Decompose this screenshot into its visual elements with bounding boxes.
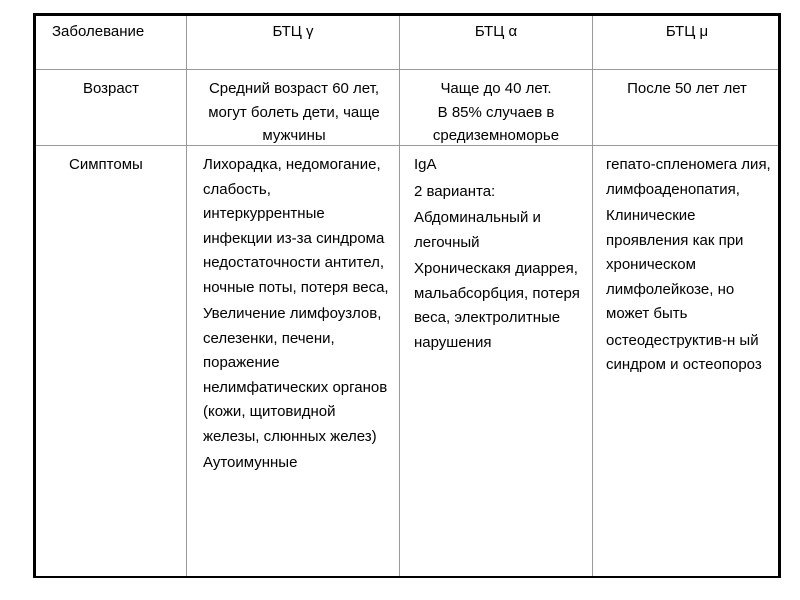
age-alpha-text: Чаще до 40 лет. <box>440 80 552 97</box>
header-btc-gamma: БТЦ γ <box>272 23 314 40</box>
age-mu-text: После 50 лет лет <box>627 80 747 97</box>
symptoms-gamma-cell <box>203 153 395 476</box>
symptoms-alpha-cell <box>414 153 584 355</box>
age-alpha-text: В 85% случаев в средиземноморье <box>432 103 560 144</box>
age-mu-cell <box>593 77 781 102</box>
row-divider <box>36 69 778 70</box>
row-label-symptoms: Симптомы <box>69 156 143 173</box>
header-btc-alpha: БТЦ α <box>474 23 518 40</box>
age-alpha-cell <box>400 77 592 148</box>
symptoms-mu-text: гепато-спленомега лия, лимфоаденопатия, <box>606 156 771 198</box>
symptoms-alpha-text: IgA <box>414 156 437 173</box>
age-gamma-cell <box>193 77 395 148</box>
symptoms-alpha-text: Абдоминальный и легочный <box>414 209 541 251</box>
age-gamma-text: Средний возраст 60 лет, могут болеть дети, чаще мужчины <box>208 80 380 144</box>
disease-comparison-table <box>33 13 781 578</box>
row-label-age: Возраст <box>82 80 140 97</box>
symptoms-alpha-text: 2 варианта: <box>414 182 496 200</box>
symptoms-mu-text: остеодеструктив-н ый синдром и остеопороз <box>606 331 762 373</box>
symptoms-mu-cell <box>606 153 781 378</box>
column-divider <box>186 16 187 576</box>
symptoms-alpha-text: Хроническакя диаррея, мальабсорбция, потеря веса, электролитные нарушения <box>414 260 580 351</box>
header-btc-mu: БТЦ μ <box>665 23 709 40</box>
symptoms-gamma-text: Аутоимунные <box>203 454 298 471</box>
symptoms-gamma-text: Лихорадка, недомогание, слабость, интеркуррентные инфекции из-за синдрома недостаточности антител, ночные поты, потеря веса, <box>203 156 389 296</box>
symptoms-gamma-text: Увеличение лимфоузлов, селезенки, печени, поражение нелимфатических органов (кожи, щитовидной железы, слюнных желез) <box>203 305 388 445</box>
symptoms-mu-text: Клинические проявления как при хроническом лимфолейкозе, но может быть <box>606 207 744 322</box>
header-disease: Заболевание <box>52 23 145 40</box>
